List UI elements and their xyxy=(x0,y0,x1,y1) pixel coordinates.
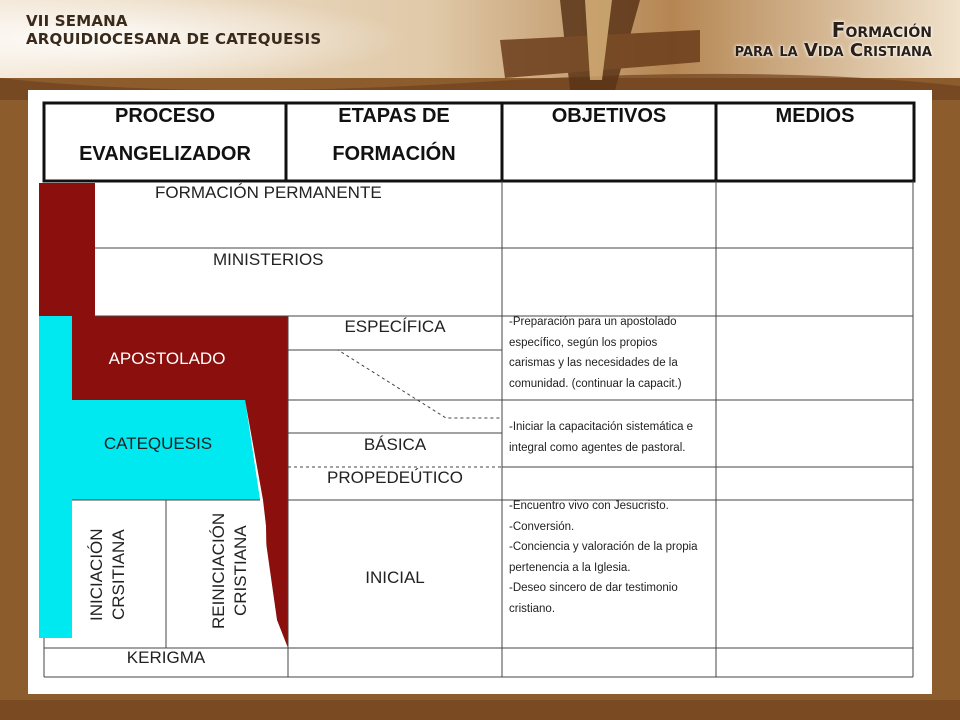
reiniciacion-cristiana-label xyxy=(208,508,252,634)
iniciacion-word: INICIACIÓN xyxy=(87,528,106,622)
cyan-apostolado-side xyxy=(39,316,72,400)
table-graphics xyxy=(28,90,932,694)
ministerios-label: MINISTERIOS xyxy=(213,250,324,269)
objective-line: -Conciencia y valoración de la propia xyxy=(509,541,698,554)
objective-line: -Conversión. xyxy=(509,520,575,533)
col-header-objetivos: OBJETIVOS xyxy=(551,105,667,127)
objective-line: -Preparación para un apostolado xyxy=(509,316,677,328)
col-header-proceso-line1: PROCESO xyxy=(114,105,216,127)
stage-basica: BÁSICA xyxy=(363,435,427,454)
objective-line: pertenencia a la Iglesia. xyxy=(509,561,631,574)
objective-line: comunidad. (continuar la capacit.) xyxy=(509,377,682,390)
event-title-line2: ARQUIDIOCESANA DE CATEQUESIS xyxy=(26,30,322,48)
slide-title-line1: Formación xyxy=(831,18,932,42)
objectives-basica xyxy=(509,417,714,458)
crsitiana-word: CRSITIANA xyxy=(109,529,128,621)
event-title-line1: VII SEMANA xyxy=(26,12,128,30)
objective-line: carismas y las necesidades de la xyxy=(509,357,678,370)
catequesis-label: CATEQUESIS xyxy=(103,434,213,453)
formacion-permanente-label: FORMACIÓN PERMANENTE xyxy=(155,183,382,202)
objective-line: -Deseo sincero de dar testimonio xyxy=(509,582,678,595)
objective-line: integral como agentes de pastoral. xyxy=(509,441,686,454)
stage-inicial: INICIAL xyxy=(365,568,425,587)
apostolado-label: APOSTOLADO xyxy=(108,349,226,368)
stage-especifica: ESPECÍFICA xyxy=(344,317,446,336)
diagram-slide xyxy=(28,90,932,694)
objective-line: -Iniciar la capacitación sistemática e xyxy=(509,421,694,433)
objectives-inicial xyxy=(509,496,714,620)
col-header-medios: MEDIOS xyxy=(775,105,855,127)
objective-line: -Encuentro vivo con Jesucristo. xyxy=(509,500,669,512)
slide-title-line2: para la Vida Cristiana xyxy=(734,40,932,61)
col-header-proceso-line2: EVANGELIZADOR xyxy=(79,143,251,165)
objective-line: cristiano. xyxy=(509,602,556,615)
stage-propedeutico: PROPEDEÚTICO xyxy=(326,468,464,487)
iniciacion-cristiana-label xyxy=(86,520,130,630)
objective-line: específico, según los propios xyxy=(509,336,658,349)
col-header-etapas-line1: ETAPAS DE xyxy=(338,105,450,127)
objectives-especifica xyxy=(509,312,714,394)
cristiana-word: CRISTIANA xyxy=(231,525,250,617)
kerigma-label: KERIGMA xyxy=(126,648,206,667)
col-header-etapas-line2: FORMACIÓN xyxy=(332,143,456,165)
reiniciacion-word: REINICIACIÓN xyxy=(209,512,228,630)
